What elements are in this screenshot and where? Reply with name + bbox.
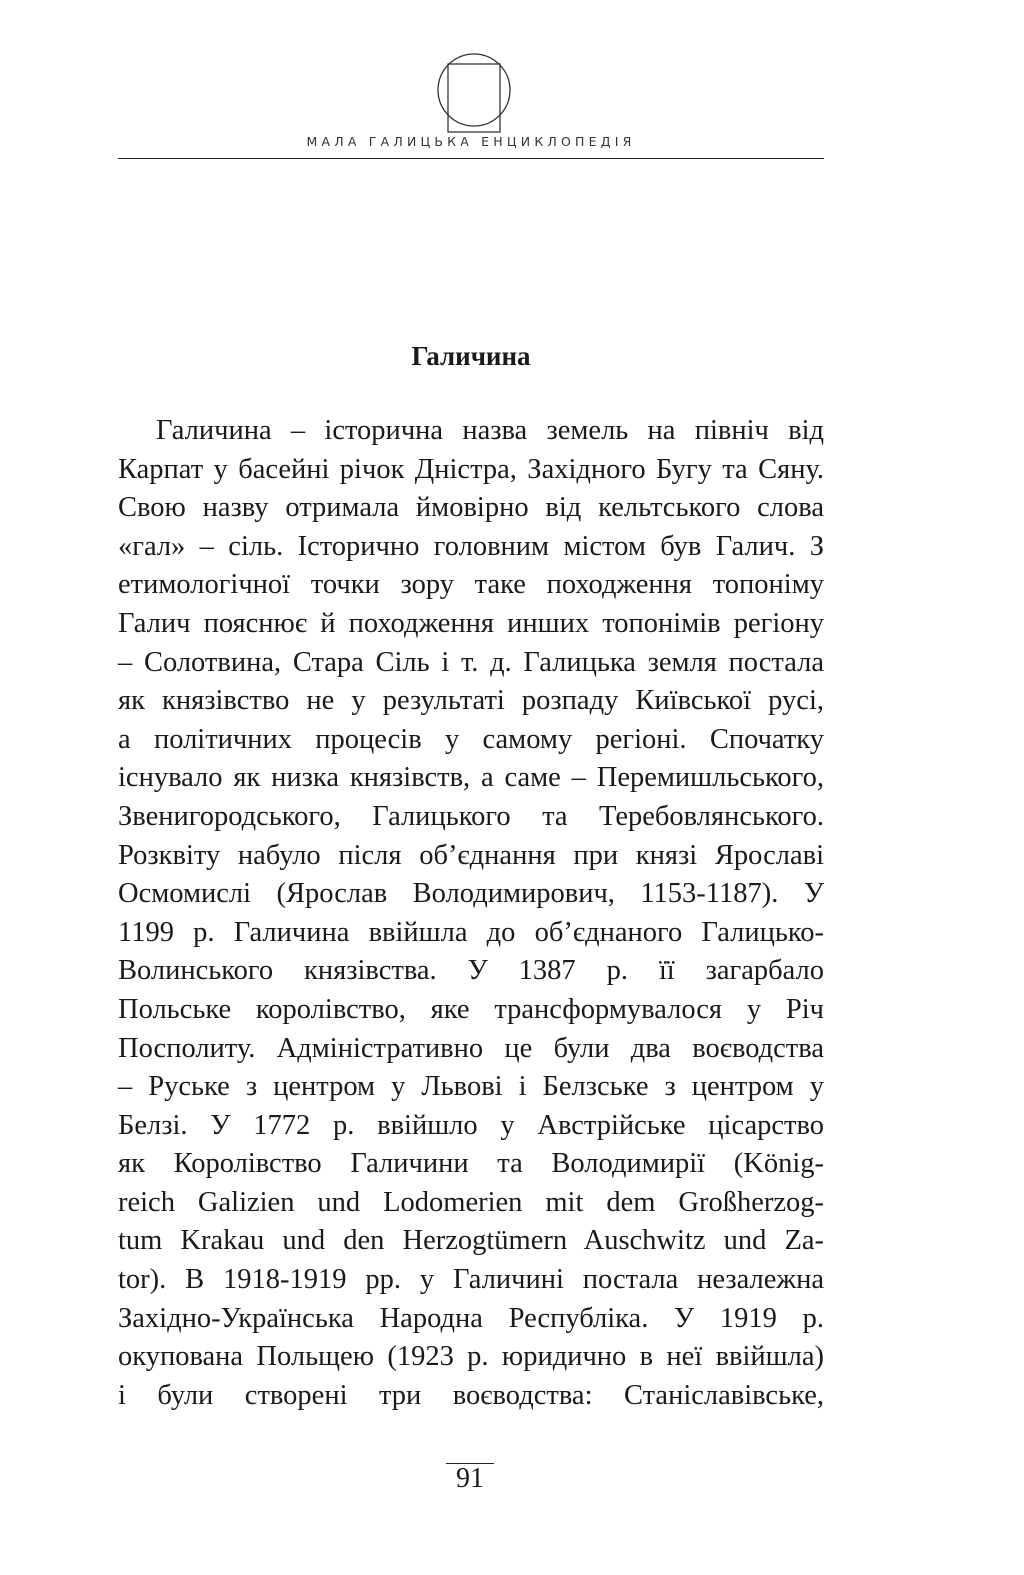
- text-line: Галич пояснює й походження инших топонімів регіону: [118, 607, 824, 639]
- text-line: 1199 р. Галичина ввійшла до об’єднаного Галицько-: [118, 916, 824, 948]
- text-line: Західно-Українська Народна Республіка. У 1919 р.: [118, 1302, 824, 1334]
- article-title: Галичина: [411, 341, 531, 371]
- page-number: 91: [456, 1463, 484, 1494]
- text-line: Свою назву отримала ймовірно від кельтського слова: [118, 492, 824, 524]
- running-header-title: МАЛА ГАЛИЦЬКА ЕНЦИКЛОПЕДІЯ: [306, 134, 636, 149]
- text-line: «гал» – сіль. Історично головним містом був Галич. З: [118, 530, 824, 562]
- text-line: як князівство не у результаті розпаду Київської русі,: [118, 685, 824, 717]
- text-line: – Солотвина, Стара Сіль і т. д. Галицька земля постала: [118, 646, 824, 678]
- text-line: Белзі. У 1772 р. ввійшло у Австрійське цісарство: [118, 1109, 824, 1141]
- text-line: reich Galizien und Lodomerien mit dem Großherzog-: [118, 1186, 824, 1218]
- text-line: Посполиту. Адміністративно це були два воєводства: [118, 1032, 824, 1064]
- text-line: окупована Польщею (1923 р. юридично в неї ввійшла): [118, 1341, 824, 1373]
- text-line: існувало як низка князівств, а саме – Перемишльського,: [118, 762, 824, 794]
- text-line: як Королівство Галичини та Володимирії (König-: [118, 1148, 824, 1180]
- article-body: [118, 412, 824, 1415]
- page-footer: [446, 1463, 494, 1494]
- text-line: Карпат у басейні річок Дністра, Західного Бугу та Сяну.: [118, 453, 824, 485]
- text-line: Галичина – історична назва земель на північ від: [156, 415, 824, 446]
- text-line: етимологічної точки зору таке походження топоніму: [118, 569, 824, 601]
- text-line: tum Krakau und den Herzogtümern Auschwitz und Za-: [118, 1225, 824, 1257]
- text-line: Волинського князівства. У 1387 р. її загарбало: [118, 955, 824, 987]
- text-line: tor). В 1918-1919 рр. у Галичині постала незалежна: [118, 1264, 824, 1296]
- text-line: Польське королівство, яке трансформувалося у Річ: [118, 993, 824, 1025]
- text-line: Розквіту набуло після об’єднання при князі Ярославі: [118, 839, 824, 871]
- header-divider: [118, 158, 824, 159]
- text-line: а політичних процесів у самому регіоні. Спочатку: [118, 723, 824, 755]
- text-line: Звенигородського, Галицького та Теребовлянського.: [118, 800, 824, 832]
- circle-square-emblem-icon: [436, 48, 512, 134]
- text-line: Осмомислі (Ярослав Володимирович, 1153-1187). У: [118, 878, 824, 910]
- text-line: і були створені три воєводства: Станіславівське,: [118, 1379, 824, 1411]
- text-line: – Руське з центром у Львові і Белзське з центром у: [118, 1071, 824, 1103]
